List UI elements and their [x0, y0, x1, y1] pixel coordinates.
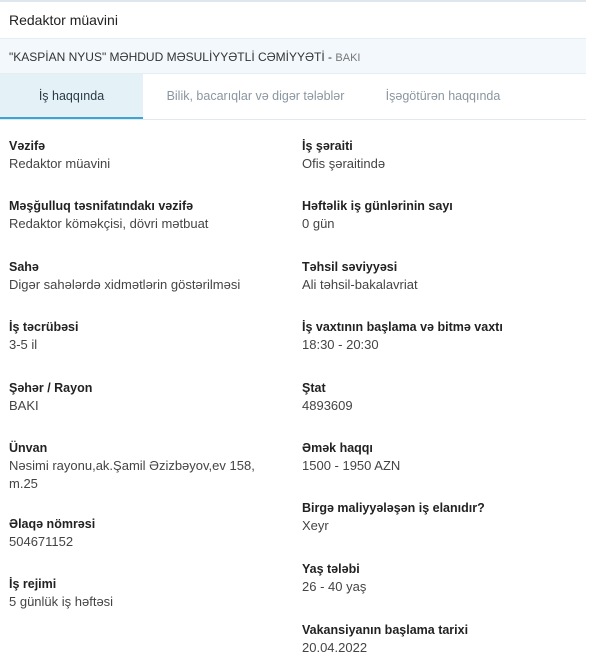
detail-value: 504671152	[9, 534, 74, 549]
detail-value: Xeyr	[302, 518, 329, 533]
detail-address	[9, 439, 279, 493]
detail-value: Ali təhsil-bakalavriat	[302, 277, 418, 292]
detail-value: 3-5 il	[9, 337, 38, 352]
detail-label: Yaş tələbi	[302, 562, 360, 576]
detail-value: BAKI	[9, 398, 39, 413]
detail-label: Sahə	[9, 260, 39, 274]
detail-value: 4893609	[302, 398, 353, 413]
detail-label: İş vaxtının başlama və bitmə vaxtı	[302, 320, 503, 334]
tab-skills-requirements[interactable]: Bilik, bacarıqlar və digər tələblər	[166, 89, 345, 103]
company-bar	[0, 38, 586, 74]
detail-label: Şəhər / Rayon	[9, 381, 93, 395]
detail-city	[9, 379, 279, 415]
detail-value: Ofis şəraitində	[302, 156, 386, 171]
detail-value: Redaktor müavini	[9, 156, 111, 171]
detail-label: Təhsil səviyyəsi	[302, 260, 398, 274]
detail-label: Məşğulluq təsnifatındakı vəzifə	[9, 199, 194, 213]
detail-phone	[9, 515, 279, 551]
detail-value: Digər sahələrdə xidmətlərin göstərilməsi	[9, 277, 241, 292]
detail-label: Vakansiyanın başlama tarixi	[302, 623, 469, 637]
detail-staff	[302, 379, 572, 415]
detail-cofinanced	[302, 499, 572, 535]
detail-label: Ştat	[302, 381, 326, 395]
top-divider	[0, 0, 586, 2]
detail-label: Əmək haqqı	[302, 441, 373, 455]
detail-value: Nəsimi rayonu,ak.Şamil Əzizbəyov,ev 158, m.25	[9, 458, 255, 491]
detail-label: Vəzifə	[9, 139, 46, 153]
detail-position	[9, 137, 279, 173]
detail-classification	[9, 197, 279, 233]
detail-label: Birgə maliyyələşən iş elanıdır?	[302, 501, 485, 515]
detail-value: 20.04.2022	[302, 640, 368, 655]
company-city: BAKI	[335, 52, 361, 64]
detail-value: Redaktor köməkçisi, dövri mətbuat	[9, 216, 209, 231]
detail-label: Həftəlik iş günlərinin sayı	[302, 199, 453, 213]
detail-conditions	[302, 137, 572, 173]
detail-value: 1500 - 1950 AZN	[302, 458, 401, 473]
detail-start-date	[302, 621, 572, 657]
detail-salary	[302, 439, 572, 475]
tab-employer-info[interactable]: İşəgötürən haqqında	[385, 89, 501, 103]
detail-value: 0 gün	[302, 216, 335, 231]
detail-value: 18:30 - 20:30	[302, 337, 379, 352]
detail-label: Əlaqə nömrəsi	[9, 517, 96, 531]
company-name[interactable]: "KASPİAN NYUS" MƏHDUD MƏSULİYYƏTLİ CƏMİYYƏTİ	[9, 50, 325, 64]
company-separator: -	[324, 50, 336, 64]
tab-bar	[0, 74, 586, 120]
detail-work-mode	[9, 575, 279, 611]
detail-weekly-days	[302, 197, 572, 233]
detail-age	[302, 560, 572, 596]
detail-label: İş rejimi	[9, 577, 57, 591]
tab-job-info[interactable]: İş haqqında	[0, 74, 143, 119]
detail-education	[302, 258, 572, 294]
detail-field	[9, 258, 279, 294]
detail-work-hours	[302, 318, 572, 354]
detail-label: Ünvan	[9, 441, 48, 455]
detail-experience	[9, 318, 279, 354]
detail-value: 26 - 40 yaş	[302, 579, 367, 594]
detail-label: İş şəraiti	[302, 139, 353, 153]
page-title: Redaktor müavini	[9, 12, 118, 28]
detail-value: 5 günlük iş həftəsi	[9, 594, 114, 609]
detail-label: İş təcrübəsi	[9, 320, 79, 334]
